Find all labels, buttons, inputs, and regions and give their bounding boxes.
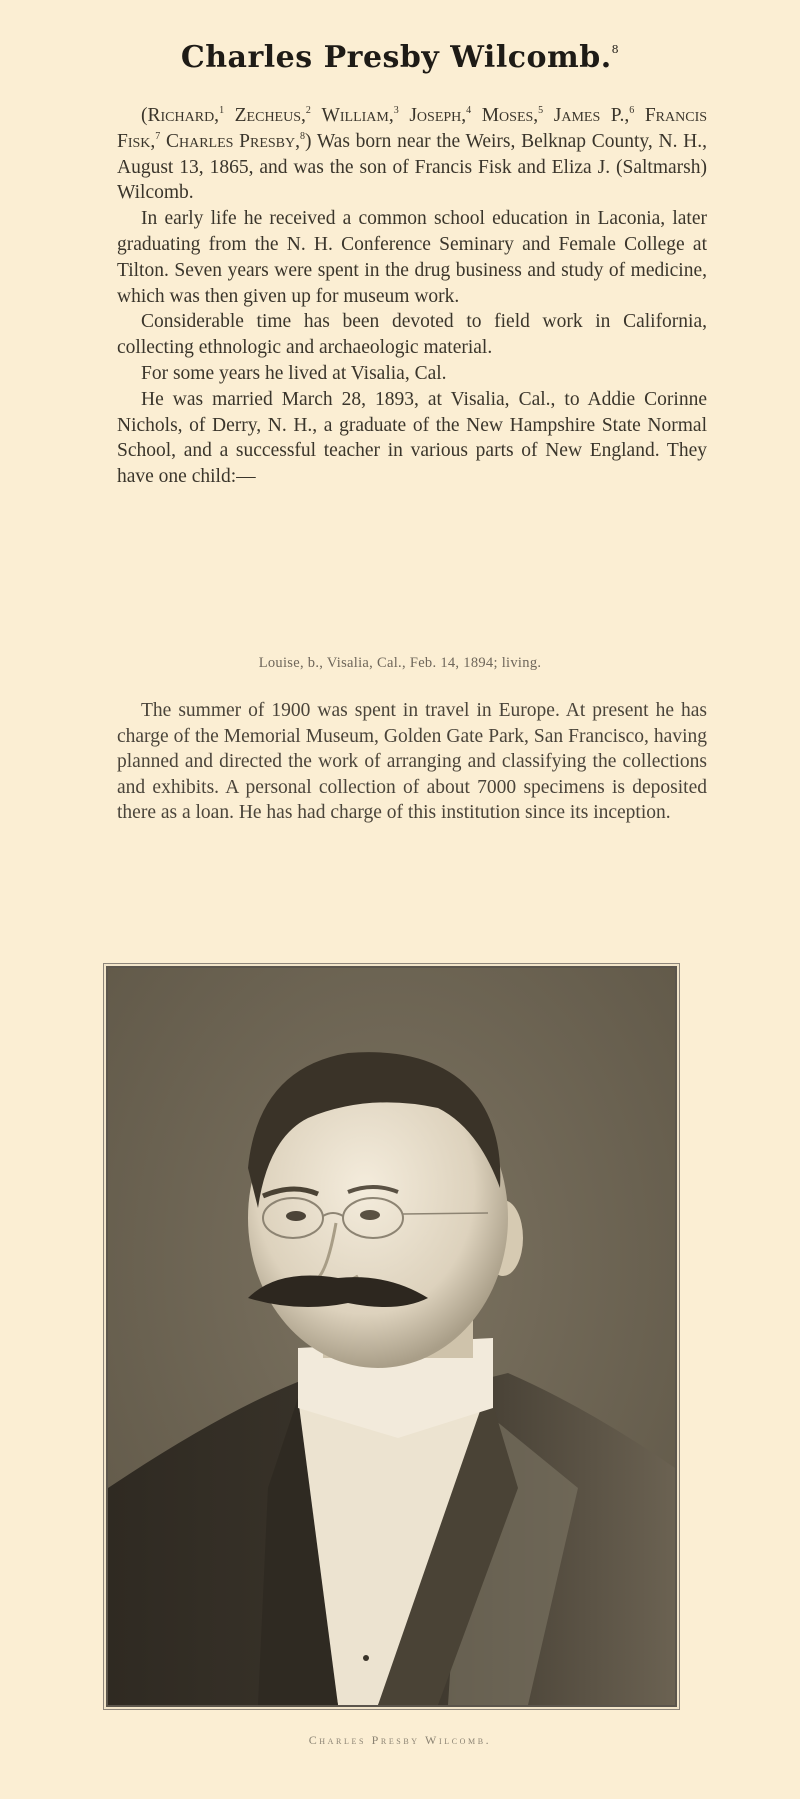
biography-text: [117, 103, 707, 490]
portrait-caption: Charles Presby Wilcomb.: [308, 1733, 492, 1747]
career-paragraph: The summer of 1900 was spent in travel in Europe. At present he has charge of the Memorial Museum, Golden Gate Park, San Francisco, having planned and directed the work of arranging and classifying the collections and exhibits. A personal collection of about 7000 specimens is deposited there as a loan. He has had charge of this institution since its inception.: [117, 700, 707, 824]
generation-number: 8: [299, 130, 305, 142]
birth-details: Was born near the Weirs, Belknap County, N. H., August 13, 1865, and was the son of Francis Fisk and Eliza J. (Saltmarsh) Wilcomb.: [117, 130, 707, 204]
glasses-arm: [403, 1213, 488, 1214]
generation-number: 4: [466, 105, 472, 116]
shirt-stud: [363, 1655, 369, 1661]
ancestor: Moses,: [481, 105, 539, 126]
portrait-illustration: [108, 968, 675, 1705]
title-footnote: 8: [611, 43, 620, 56]
eye-right: [360, 1210, 380, 1220]
generation-number: 2: [305, 105, 311, 116]
ancestor: James P.,: [553, 105, 630, 126]
page-title: [0, 40, 800, 75]
education-paragraph: In early life he received a common school education in Laconia, later graduating from the N. H. Conference Seminary and Female College at Tilton. Seven years were spent in the drug business and study of medicine, which was then given up for museum work.: [117, 208, 707, 307]
child-entry: Louise, b., Visalia, Cal., Feb. 14, 1894; living.: [258, 655, 542, 671]
ancestor: William,: [321, 105, 394, 126]
portrait-photo: [106, 966, 677, 1707]
marriage-paragraph: He was married March 28, 1893, at Visalia, Cal., to Addie Corinne Nichols, of Derry, N. H., a graduate of the New Hampshire State Normal School, and a successful teacher in various parts of New England. They have one child:—: [117, 388, 707, 488]
career-text: [117, 698, 707, 826]
generation-number: 3: [393, 105, 399, 116]
ancestor: Joseph,: [409, 105, 467, 126]
ancestor: Richard,: [147, 105, 220, 126]
ancestor: Zecheus,: [234, 105, 306, 126]
open-paren: (: [141, 105, 148, 126]
close-paren: ): [304, 130, 312, 152]
generation-number: 6: [629, 105, 635, 116]
ancestor: Charles Presby,: [165, 130, 300, 152]
lineage-paragraph: [117, 103, 707, 206]
residence-paragraph: For some years he lived at Visalia, Cal.: [141, 362, 447, 384]
generation-number: 7: [155, 130, 161, 142]
generation-number: 5: [538, 105, 544, 116]
generation-number: 1: [219, 105, 225, 116]
eye-left: [286, 1211, 306, 1221]
title-name: Charles Presby Wilcomb.: [180, 40, 612, 75]
fieldwork-paragraph: Considerable time has been devoted to field work in California, collecting ethnologic and archaeologic material.: [117, 311, 707, 359]
ancestor: Francis Fisk,: [117, 105, 708, 152]
